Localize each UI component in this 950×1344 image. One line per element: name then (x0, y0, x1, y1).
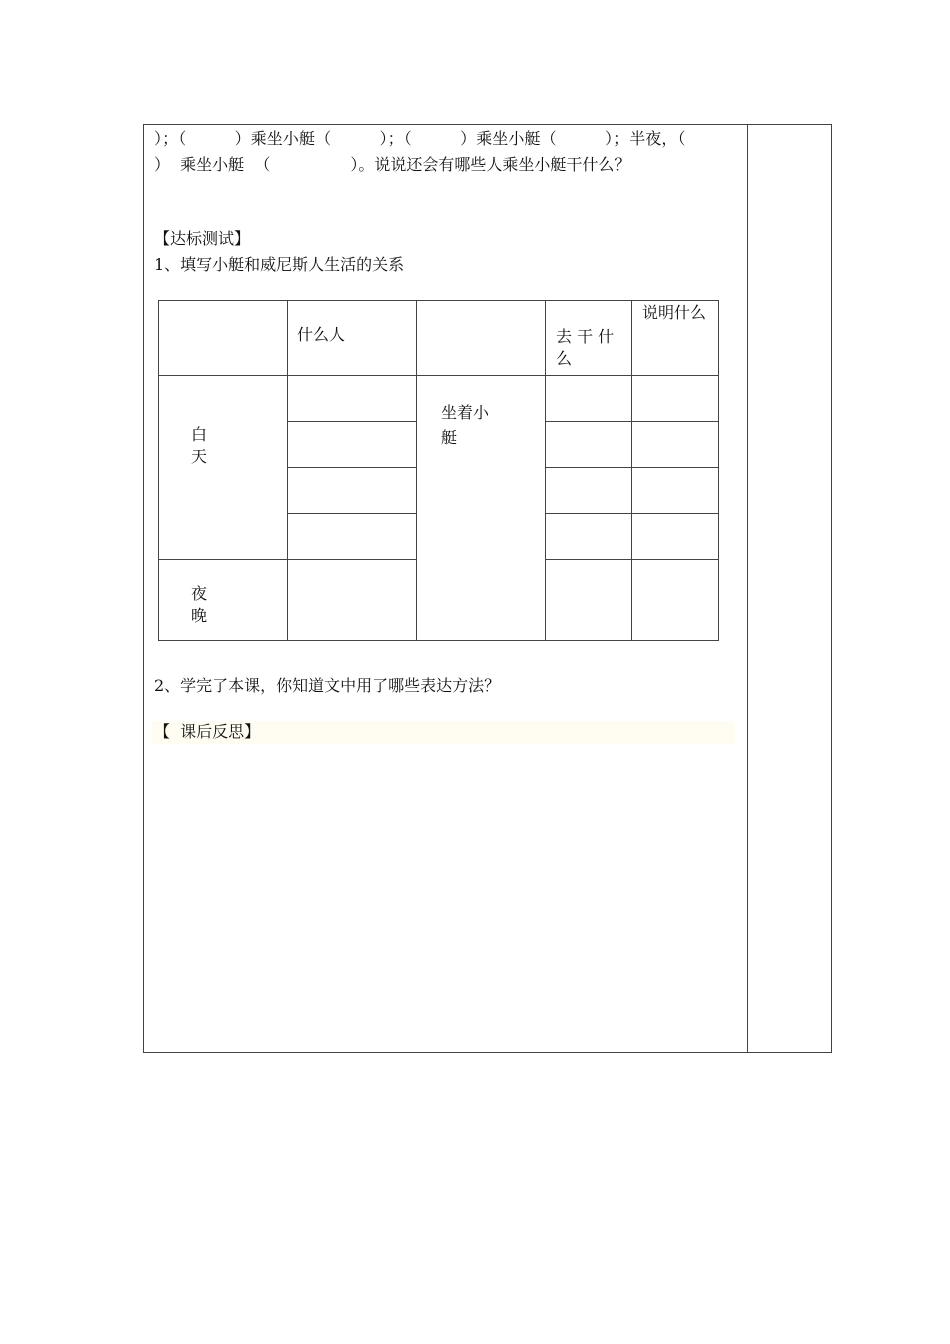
section-title-test: 【达标测试】 (154, 229, 251, 248)
meaning-input-cell-2[interactable] (632, 422, 719, 468)
header-cell-doing (546, 301, 632, 376)
middle-label: 坐着小艇 (441, 403, 490, 447)
question-2: 2、学完了本课，你知道文中用了哪些表达方法？ (154, 676, 501, 695)
header-who-label: 什么人 (297, 325, 346, 344)
section-title-reflection: 【 课后反思】 (154, 722, 261, 741)
who-input-cell-2[interactable] (288, 422, 417, 468)
table-row (159, 376, 719, 422)
who-input-cell-1[interactable] (288, 376, 417, 422)
table-header-row (159, 301, 719, 376)
intro-line-1: ）；（ ）乘坐小艇（ ）；（ ）乘坐小艇（ ）；半夜，（ (154, 129, 686, 148)
column-divider (747, 125, 748, 1052)
question-1: 1、填写小艇和威尼斯人生活的关系 (154, 255, 405, 274)
night-cell (159, 560, 288, 641)
header-meaning-label: 说明什么 (642, 303, 707, 322)
doing-input-cell-night[interactable] (546, 560, 632, 641)
doing-input-cell-2[interactable] (546, 422, 632, 468)
night-label: 夜晚 (191, 584, 208, 625)
who-input-cell-night[interactable] (288, 560, 417, 641)
day-label: 白天 (191, 425, 208, 466)
day-cell (159, 376, 288, 560)
meaning-input-cell-night[interactable] (632, 560, 719, 641)
intro-line-2: ） 乘坐小艇 （ ）。说说还会有哪些人乘坐小艇干什么？ (154, 155, 631, 174)
meaning-input-cell-1[interactable] (632, 376, 719, 422)
relation-table (158, 300, 719, 641)
who-input-cell-4[interactable] (288, 514, 417, 560)
header-cell-who (288, 301, 417, 376)
header-cell-empty-2 (417, 301, 546, 376)
middle-cell (417, 376, 546, 641)
meaning-input-cell-4[interactable] (632, 514, 719, 560)
meaning-input-cell-3[interactable] (632, 468, 719, 514)
header-cell-empty-1 (159, 301, 288, 376)
doing-input-cell-3[interactable] (546, 468, 632, 514)
worksheet-frame (143, 124, 832, 1053)
doing-input-cell-1[interactable] (546, 376, 632, 422)
doing-input-cell-4[interactable] (546, 514, 632, 560)
who-input-cell-3[interactable] (288, 468, 417, 514)
header-cell-meaning (632, 301, 719, 376)
header-doing-label: 去 干 什 么 (556, 327, 615, 368)
